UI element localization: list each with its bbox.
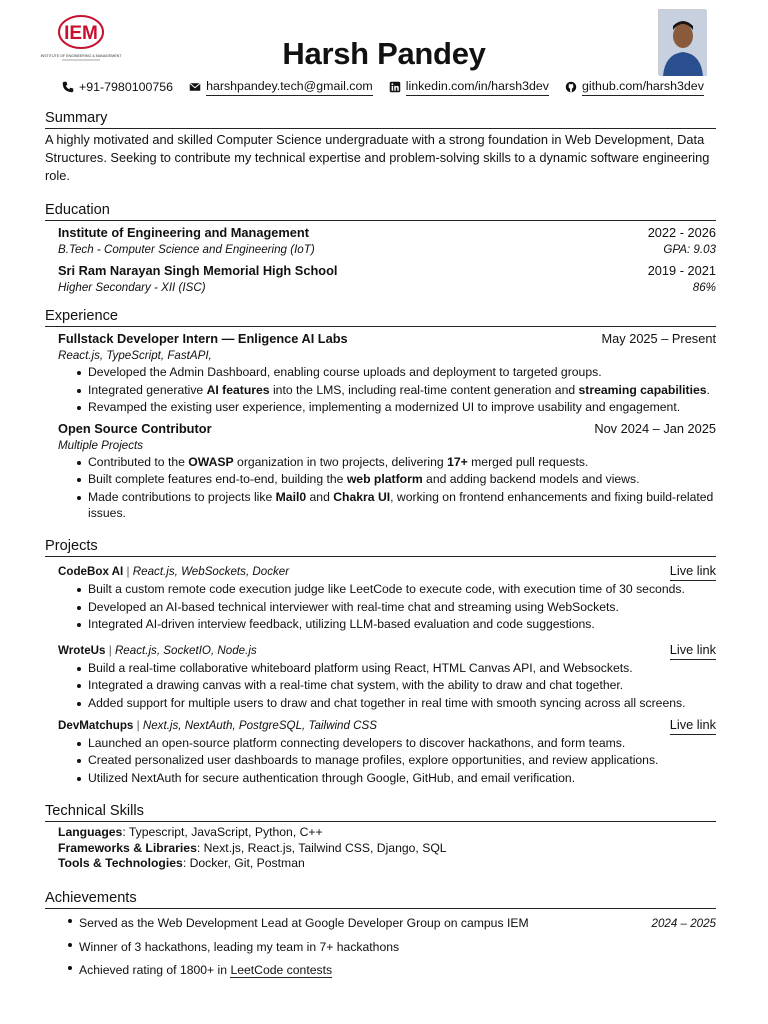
phone-icon [62, 81, 74, 93]
achievement-item: Winner of 3 hackathons, leading my team in 7+ hackathons [79, 936, 716, 960]
experience-bullet: Revamped the existing user experience, implementing a modernized UI to improve usability and engagement. [88, 399, 716, 417]
project-bullet: Developed an AI-based technical interviewer with real-time chat and streaming using WebSockets. [88, 599, 716, 617]
summary-text: A highly motivated and skilled Computer Science undergraduate with a strong foundation in Web Development, Data Structures. Seeking to contribute my technical expertise and problem-solving skills to a dynamic software engineering role. [45, 132, 710, 184]
envelope-icon [189, 81, 201, 93]
email-link[interactable]: harshpandey.tech@gmail.com [206, 78, 373, 96]
contact-linkedin[interactable] [389, 78, 549, 96]
experience-stack: Multiple Projects [58, 438, 144, 452]
project-live-link[interactable]: Live link [670, 641, 716, 660]
summary-section [45, 109, 716, 185]
project-bullet: Built a custom remote code execution judge like LeetCode to execute code, with execution time of 30 seconds. [88, 581, 716, 599]
education-entry [58, 262, 716, 296]
project-bullet: Build a real-time collaborative whiteboard platform using React, HTML Canvas API, and Websockets. [88, 660, 716, 678]
skill-row [58, 841, 716, 857]
project-stack: Next.js, NextAuth, PostgreSQL, Tailwind CSS [142, 719, 377, 733]
achievement-dates: 2024 – 2025 [651, 917, 716, 931]
project-bullet: Launched an open-source platform connecting developers to discover hackathons, and form teams. [88, 735, 716, 753]
education-dates: 2022 - 2026 [647, 225, 716, 241]
degree-text: B.Tech - Computer Science and Engineering (IoT) [58, 243, 315, 257]
skill-row [58, 825, 716, 841]
experience-bullet: Made contributions to projects like Mail0 and Chakra UI, working on frontend enhancements and fixing build-related issues. [88, 489, 716, 522]
education-title: Education [45, 201, 716, 221]
contact-bar [62, 78, 704, 96]
skill-label: Frameworks & Libraries [58, 840, 197, 855]
project-bullet: Created personalized user dashboards to manage profiles, explore opportunities, and review applications. [88, 752, 716, 770]
github-icon [565, 81, 577, 93]
candidate-name: Harsh Pandey [282, 36, 486, 71]
achievement-item: Served as the Web Development Lead at Google Developer Group on campus IEM 2024 – 2025 [79, 912, 716, 936]
experience-entry [58, 330, 716, 417]
experience-bullet: Built complete features end-to-end, building the web platform and adding backend models and views. [88, 471, 716, 489]
project-live-link[interactable]: Live link [670, 716, 716, 735]
skill-value: : Typescript, JavaScript, Python, C++ [122, 825, 323, 840]
contact-github[interactable] [565, 78, 704, 96]
linkedin-link[interactable]: linkedin.com/in/harsh3dev [406, 78, 549, 96]
experience-bullet: Contributed to the OWASP organization in two projects, delivering 17+ merged pull requests. [88, 454, 716, 472]
achievement-item: Achieved rating of 1800+ in LeetCode contests [79, 959, 716, 983]
project-live-link[interactable]: Live link [670, 562, 716, 581]
skill-value: : Next.js, React.js, Tailwind CSS, Django, SQL [196, 840, 447, 855]
linkedin-icon [389, 81, 401, 93]
school-name: Sri Ram Narayan Singh Memorial High School [58, 263, 338, 279]
project-stack: React.js, WebSockets, Docker [132, 565, 290, 579]
experience-role: Open Source Contributor [58, 420, 212, 436]
experience-dates: May 2025 – Present [601, 331, 716, 347]
skill-value: : Docker, Git, Postman [182, 856, 305, 871]
experience-stack: React.js, TypeScript, FastAPI, [58, 349, 212, 363]
experience-title: Experience [45, 307, 716, 327]
experience-bullet: Integrated generative AI features into the LMS, including real-time content generation and streaming capabilities. [88, 382, 716, 400]
education-entry [58, 224, 716, 258]
summary-title: Summary [45, 109, 716, 129]
contact-email[interactable] [189, 78, 373, 96]
education-section [45, 201, 716, 296]
project-name: WroteUs [58, 643, 106, 657]
contact-phone[interactable] [62, 78, 173, 96]
phone-text: +91-7980100756 [79, 79, 174, 94]
project-stack: React.js, SocketIO, Node.js [114, 643, 257, 657]
project-bullet: Integrated AI-driven interview feedback, utilizing LLM-based evaluation and code suggestions. [88, 616, 716, 634]
projects-section [45, 537, 716, 787]
skill-row [58, 856, 716, 872]
logo-text: IEM [64, 23, 98, 44]
achievements-title: Achievements [45, 889, 716, 909]
logo-caption: INSTITUTE OF ENGINEERING & MANAGEMENT [40, 54, 122, 58]
school-name: Institute of Engineering and Management [58, 225, 309, 241]
leetcode-link[interactable]: LeetCode contests [230, 963, 333, 978]
project-entry: CodeBox AI | React.js, WebSockets, Docker Live link Built a custom remote code execution judge like LeetCode to execute code, with execution time of 30 seconds. Developed an AI-based technical interviewer with real-time chat and streaming using WebSockets. Integrated AI-driven interview feedback, utilizing LLM-based evaluation and code suggestions. [58, 562, 716, 633]
project-bullet: Utilized NextAuth for secure authentication through Google, GitHub, and email verification. [88, 770, 716, 788]
project-name: CodeBox AI [58, 565, 124, 579]
achievements-section [45, 889, 716, 983]
education-score: 86% [692, 281, 716, 295]
project-bullet: Added support for multiple users to draw and chat together in real time with smooth syncing across all screens. [88, 695, 716, 713]
experience-entry [58, 420, 716, 522]
skill-label: Tools & Technologies [58, 856, 183, 871]
project-entry: DevMatchups | Next.js, NextAuth, PostgreSQL, Tailwind CSS Live link Launched an open-source platform connecting developers to discover hackathons, and form teams. Created personalized user dashboards to manage profiles, explore opportunities, and review applications. Utilized NextAuth for secure authentication through Google, GitHub, and email verification. [58, 716, 716, 787]
project-bullet: Integrated a drawing canvas with a real-time chat system, with the ability to draw and chat together. [88, 677, 716, 695]
experience-section [45, 307, 716, 522]
degree-text: Higher Secondary - XII (ISC) [58, 281, 206, 295]
experience-bullet: Developed the Admin Dashboard, enabling course uploads and deployment to targeted groups. [88, 364, 716, 382]
skills-section [45, 802, 716, 872]
education-score: GPA: 9.03 [663, 243, 716, 257]
github-link[interactable]: github.com/harsh3dev [582, 78, 704, 96]
project-entry: WroteUs | React.js, SocketIO, Node.js Live link Build a real-time collaborative whiteboard platform using React, HTML Canvas API, and Websockets. Integrated a drawing canvas with a real-time chat system, with the ability to draw and chat together. Added support for multiple users to draw and chat together in real time with smooth syncing across all screens. [58, 641, 716, 712]
experience-dates: Nov 2024 – Jan 2025 [594, 420, 716, 436]
projects-title: Projects [45, 537, 716, 557]
experience-role: Fullstack Developer Intern — Enligence AI Labs [58, 331, 348, 347]
project-name: DevMatchups [58, 719, 134, 733]
skill-label: Languages [58, 825, 123, 840]
education-dates: 2019 - 2021 [647, 263, 716, 279]
skills-title: Technical Skills [45, 802, 716, 822]
